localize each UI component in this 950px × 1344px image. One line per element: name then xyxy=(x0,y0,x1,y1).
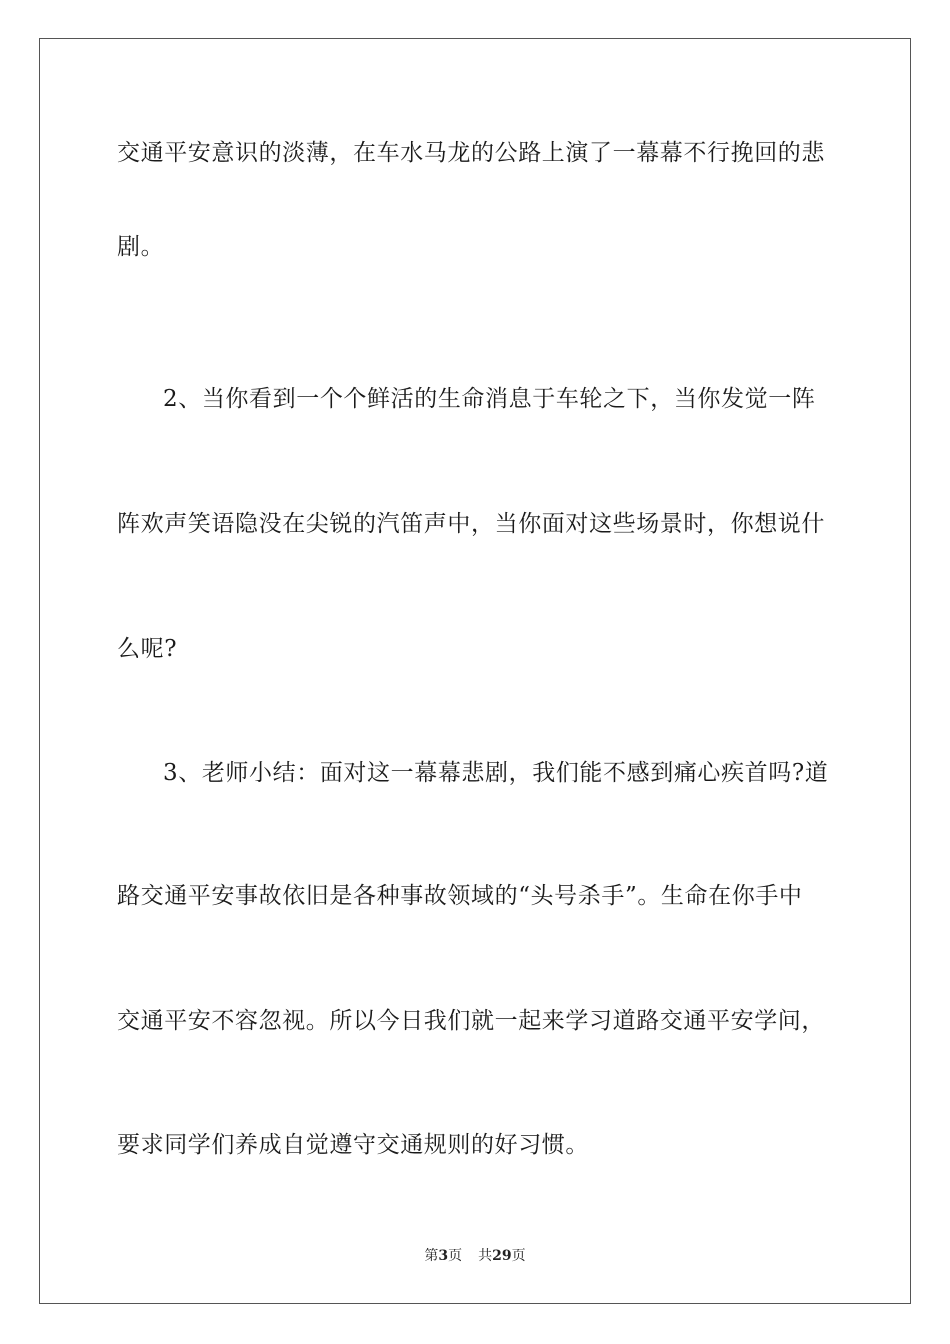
current-page-number: 3 xyxy=(438,1248,449,1264)
body-line-3: 2、当你看到一个个鲜活的生命消息于车轮之下，当你发觉一阵 xyxy=(163,386,816,412)
body-line-6: 3、老师小结：面对这一幕幕悲剧，我们能不感到痛心疾首吗?道 xyxy=(163,760,829,786)
body-line-7: 路交通平安事故依旧是各种事故领域的“头号杀手”。生命在你手中 xyxy=(117,883,803,909)
total-page-count: 29 xyxy=(492,1248,512,1264)
total-prefix: 共 xyxy=(478,1248,493,1264)
body-line-2: 剧。 xyxy=(117,234,165,260)
body-line-9: 要求同学们养成自觉遵守交通规则的好习惯。 xyxy=(117,1132,589,1158)
total-suffix: 页 xyxy=(511,1248,526,1264)
page-suffix: 页 xyxy=(448,1248,463,1264)
page-footer xyxy=(0,1247,950,1265)
page-frame xyxy=(39,38,911,1304)
body-line-1: 交通平安意识的淡薄，在车水马龙的公路上演了一幕幕不行挽回的悲 xyxy=(117,140,825,166)
body-line-4: 阵欢声笑语隐没在尖锐的汽笛声中，当你面对这些场景时，你想说什 xyxy=(117,511,825,537)
body-line-5: 么呢? xyxy=(117,636,178,662)
page-prefix: 第 xyxy=(424,1248,439,1264)
body-line-8: 交通平安不容忽视。所以今日我们就一起来学习道路交通平安学问， xyxy=(117,1008,825,1034)
